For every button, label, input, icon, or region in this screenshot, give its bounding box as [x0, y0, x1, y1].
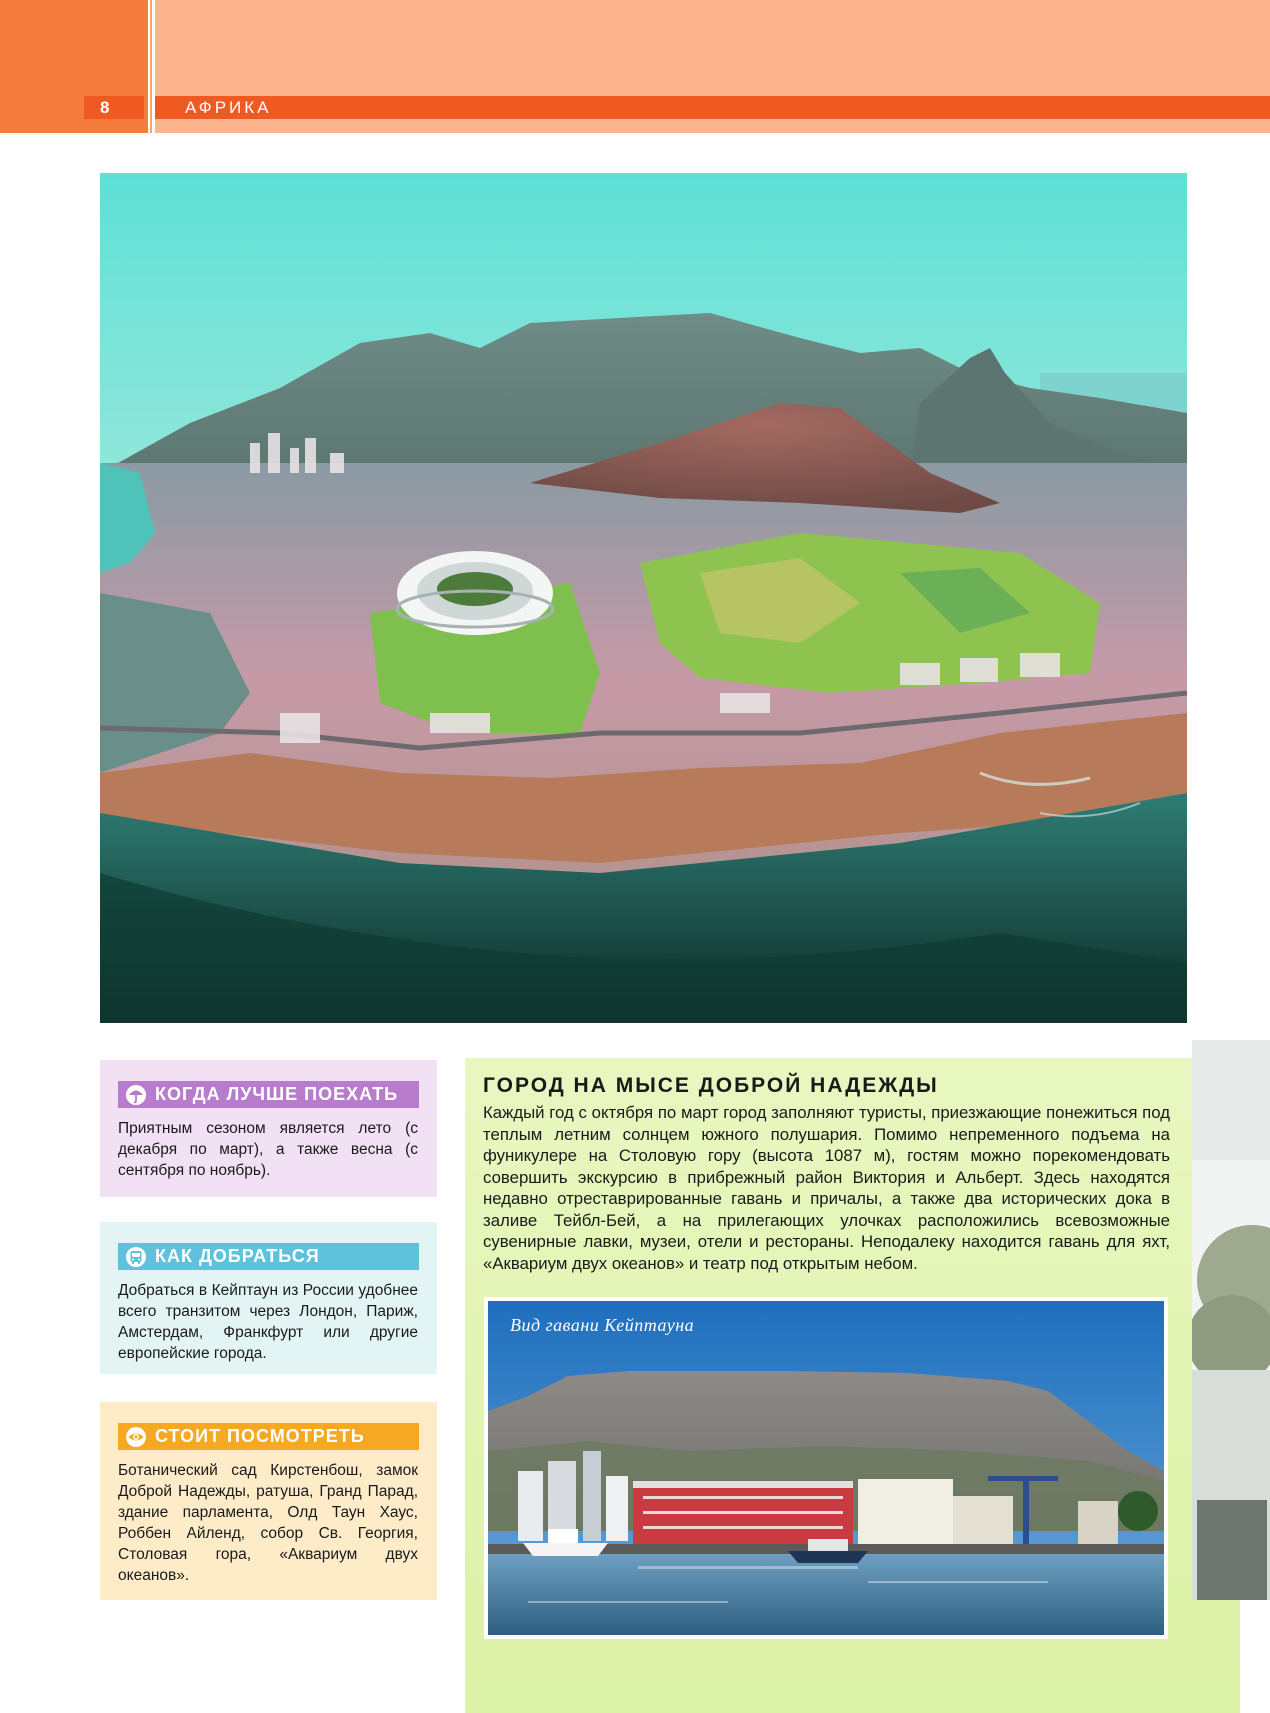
page-number: 8 — [100, 98, 110, 117]
worth-seeing-header — [118, 1423, 419, 1450]
bus-icon — [123, 1246, 149, 1268]
how-to-get-header — [118, 1243, 419, 1270]
side-edge-photo — [1192, 1040, 1270, 1600]
how-to-get-text: Добраться в Кейптаун из России удобнее всего транзитом через Лондон, Париж, Амстердам, Франкфурт или другие европейские города. — [118, 1282, 418, 1362]
how-to-get-box — [100, 1222, 437, 1374]
article-panel — [465, 1058, 1240, 1713]
harbor-photo-caption: Вид гавани Кейптауна — [510, 1315, 695, 1335]
umbrella-icon — [123, 1084, 149, 1106]
section-band — [155, 96, 1270, 119]
how-to-get-title: КАК ДОБРАТЬСЯ — [155, 1246, 320, 1266]
when-to-go-header — [118, 1081, 419, 1108]
when-to-go-text: Приятным сезоном является лето (с декабря по март), а также весна (с сентября по ноябрь). — [118, 1120, 418, 1179]
page-number-band — [84, 96, 144, 119]
article-title: ГОРОД НА МЫСЕ ДОБРОЙ НАДЕЖДЫ — [483, 1074, 939, 1097]
worth-seeing-box — [100, 1402, 437, 1600]
worth-seeing-title: СТОИТ ПОСМОТРЕТЬ — [155, 1426, 365, 1446]
harbor-photo — [488, 1301, 1164, 1635]
eye-icon — [123, 1426, 149, 1448]
worth-seeing-text: Ботанический сад Кирстенбош, замок Доброй Надежды, ратуша, Гранд Парад, здание парламента, Олд Таун Хаус, Роббен Айленд, собор Св. Георгия, Столовая гора, «Аквариум двух океанов». — [118, 1462, 418, 1584]
harbor-photo-frame — [484, 1297, 1168, 1639]
header-divider — [148, 0, 155, 133]
when-to-go-title: КОГДА ЛУЧШЕ ПОЕХАТЬ — [155, 1084, 399, 1104]
when-to-go-box — [100, 1060, 437, 1197]
article-text: Каждый год с октября по март город заполняют туристы, приезжающие понежиться под теплым летним солнцем южного полушария. Помимо непременного подъема на фуникулере на Столовую гору (высота 1087 м), гостям можно порекомендовать совершить экскурсию в прибрежный район Виктория и Альберт. Здесь находятся недавно отреставрированные гавань и причалы, а также два исторических дока в заливе Тейбл-Бей, а на прилегающих улочках расположились всевозможные сувенирные лавки, музеи, отели и рестораны. Неподалеку находится гавань для яхт, «Аквариум двух океанов» и театр под открытым небом. — [483, 1103, 1170, 1273]
aerial-city-photo — [100, 173, 1187, 1023]
section-title: АФРИКА — [185, 98, 272, 117]
